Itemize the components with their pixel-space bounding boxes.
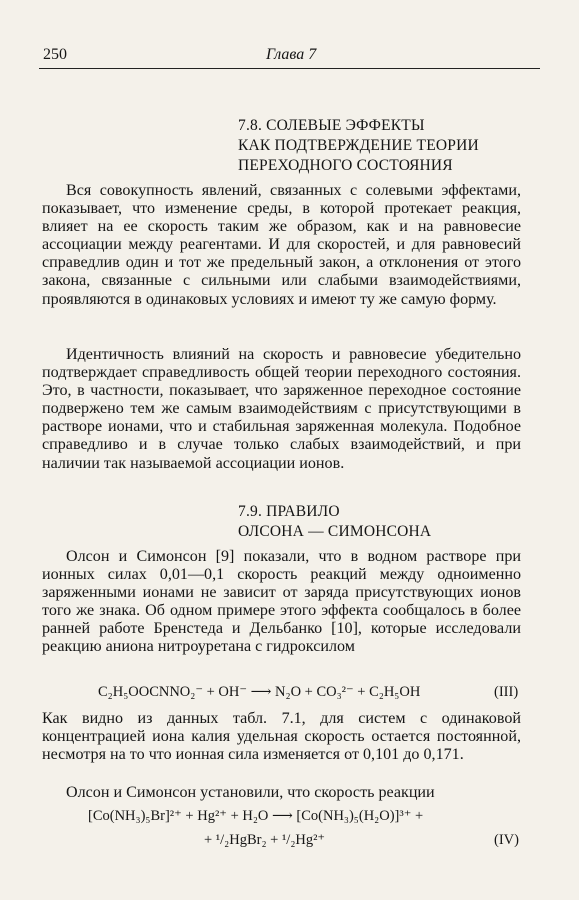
paragraph-rate-reaction: Олсон и Симонсон установили, что скорость реакции — [66, 784, 435, 801]
section-title-line: КАК ПОДТВЕРЖДЕНИЕ ТЕОРИИ — [238, 137, 479, 154]
section-title-line: 7.9. ПРАВИЛО — [238, 503, 340, 520]
section-title-line: 7.8. СОЛЕВЫЕ ЭФФЕКТЫ — [238, 117, 425, 134]
section-7-9-title — [238, 502, 431, 542]
section-title-line: ПЕРЕХОДНОГО СОСТОЯНИЯ — [238, 157, 453, 174]
paragraph-identity: Идентичность влияний на скорость и равновесие убедительно подтверждает справедливость общей теории переходного состояния. Это, в частности, показывает, что заряженное переходное состояние подвержено тем же самым взаимодействиям с присутствующими в растворе ионами, что и стабильная заряженная молекула. Подобное справедливо и в случае только слабых взаимодействий, и при наличии так называемой ассоциации ионов. — [42, 346, 521, 472]
section-7-8-title — [238, 116, 479, 176]
paragraph-salt-effects: Вся совокупность явлений, связанных с солевыми эффектами, показывает, что изменение среды, в которой протекает реакция, влияет на ее скорость таким же образом, как и на равновесие ассоциации между реагентами. И для скоростей, и для равновесий справедлив один и тот же предельный закон, а отклонения от этого закона, связанные с сильными или слабыми взаимодействиями, проявляются в одинаковых условиях и имеют ту же самую форму. — [42, 182, 521, 308]
page-number: 250 — [43, 46, 67, 63]
running-title: Глава 7 — [266, 46, 317, 63]
paragraph-table-7-1: Как видно из данных табл. 7.1, для систем с одинаковой концентрацией иона калия удельная скорость остается постоянной, несмотря на то что ионная сила изменяется от 0,101 до 0,171. — [42, 710, 521, 764]
page-header — [39, 44, 540, 69]
section-title-line: ОЛСОНА — СИМОНСОНА — [238, 523, 432, 540]
equation-iii-number: (III) — [494, 684, 519, 700]
equation-iv-line-2: + ¹/₂HgBr₂ + ¹/₂Hg²⁺ — [204, 832, 326, 848]
paragraph-olson-simonson: Олсон и Симонсон [9] показали, что в водном растворе при ионных силах 0,01—0,1 скорость реакций между одноименно заряженными ионами не зависит от заряда присутствующих ионов того же знака. Об одном примере этого эффекта сообщалось в более ранней работе Бренстеда и Дельбанко [10], которые исследовали реакцию аниона нитроуретана с гидроксилом — [42, 548, 521, 656]
equation-iv-number: (IV) — [494, 832, 519, 848]
equation-iv-line-1: [Co(NH₃)₅Br]²⁺ + Hg²⁺ + H₂O ⟶ [Co(NH₃)₅(H₂O)]³⁺ + — [88, 808, 424, 824]
equation-iii: C₂H₅OOCNNO₂⁻ + OH⁻ ⟶ N₂O + CO₃²⁻ + C₂H₅OH — [98, 684, 421, 700]
